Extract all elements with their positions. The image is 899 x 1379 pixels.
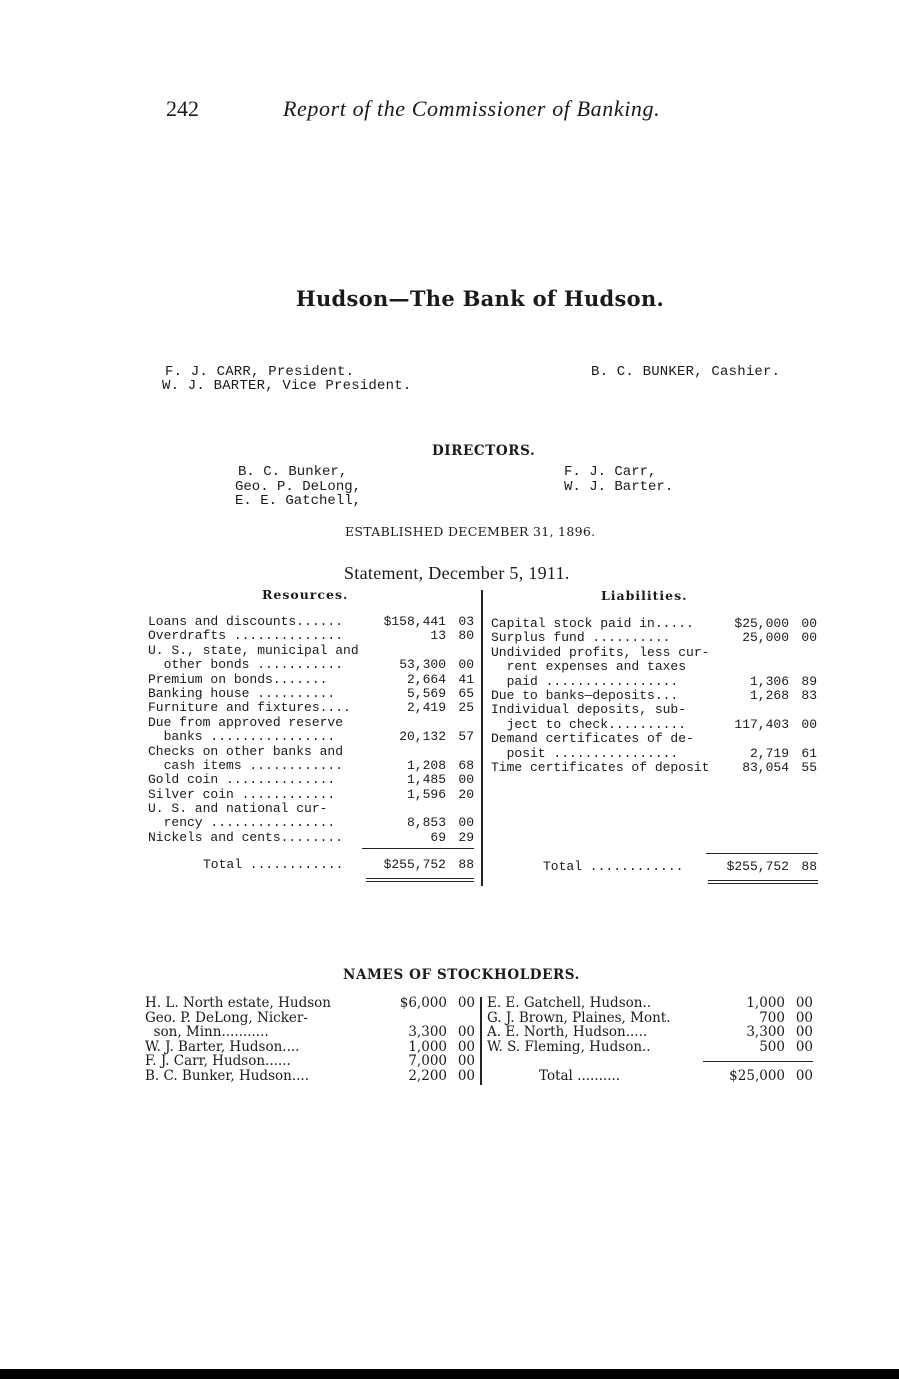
- table-row: [145, 1054, 475, 1069]
- row-amount: 117,403: [734, 716, 789, 732]
- table-row: [148, 745, 474, 759]
- row-label: rency ................: [148, 815, 336, 831]
- row-cents: 03: [458, 614, 474, 629]
- table-row: [491, 689, 817, 703]
- table-row: [487, 1011, 813, 1026]
- director-name: E. E. Gatchell,: [235, 493, 362, 509]
- row-amount: 3,300: [408, 1024, 447, 1041]
- scan-edge-bar: [0, 1369, 899, 1379]
- row-label: son, Minn...........: [145, 1024, 269, 1041]
- row-cents: 00: [458, 657, 474, 673]
- table-row: [491, 761, 817, 775]
- table-row: [491, 660, 817, 674]
- resources-table: [148, 615, 474, 845]
- row-amount: 3,300: [746, 1024, 785, 1041]
- resources-subtotal-rule: [362, 848, 474, 849]
- directors-heading: DIRECTORS.: [432, 443, 536, 459]
- row-cents: 41: [458, 671, 474, 687]
- total-label: Total ..........: [539, 1068, 621, 1084]
- officer-vice-president: W. J. BARTER, Vice President.: [162, 378, 412, 394]
- stockholders-divider: [480, 997, 482, 1085]
- row-amount: 1,485: [406, 772, 446, 788]
- table-row: [145, 1040, 475, 1055]
- table-row: [148, 831, 474, 845]
- table-row: [148, 644, 474, 658]
- row-amount: 5,569: [406, 685, 446, 701]
- row-label: banks ................: [148, 729, 336, 745]
- row-label: Banking house ..........: [148, 685, 336, 701]
- table-row: [145, 1011, 475, 1026]
- table-row: [145, 1069, 475, 1084]
- established-date: ESTABLISHED DECEMBER 31, 1896.: [345, 524, 596, 539]
- table-row: [491, 646, 817, 660]
- officer-cashier: B. C. BUNKER, Cashier.: [591, 364, 781, 380]
- row-amount: 8,853: [406, 815, 446, 831]
- table-row: [145, 996, 475, 1011]
- row-label: Nickels and cents........: [148, 829, 344, 845]
- directors-left-list: [235, 465, 361, 509]
- row-label: B. C. Bunker, Hudson....: [145, 1067, 309, 1084]
- row-amount: 69: [430, 829, 446, 845]
- row-label: Overdrafts ..............: [148, 628, 344, 644]
- row-label: posit ................: [491, 745, 679, 761]
- liabilities-subtotal-rule: [706, 853, 818, 854]
- row-amount: 2,664: [406, 671, 446, 687]
- row-label: Geo. P. DeLong, Nicker-: [145, 1009, 308, 1026]
- row-label: Surplus fund ..........: [491, 630, 671, 646]
- table-row: [491, 617, 817, 631]
- row-cents: 57: [458, 729, 474, 745]
- total-label: Total ............: [543, 859, 684, 874]
- director-name: Geo. P. DeLong,: [235, 478, 362, 495]
- row-amount: 1,000: [746, 995, 785, 1011]
- stockholders-heading: NAMES OF STOCKHOLDERS.: [343, 967, 580, 983]
- row-label: Gold coin ..............: [148, 772, 336, 788]
- liabilities-total: [491, 860, 817, 874]
- table-row: [491, 732, 817, 746]
- row-cents: 00: [457, 1053, 475, 1070]
- table-row: [148, 716, 474, 730]
- row-label: other bonds ...........: [148, 657, 344, 673]
- row-cents: 00: [801, 616, 817, 631]
- row-cents: 00: [457, 1067, 475, 1084]
- row-label: rent expenses and taxes: [491, 659, 687, 675]
- row-cents: 00: [457, 1038, 475, 1055]
- row-cents: 00: [795, 1038, 813, 1055]
- row-cents: 80: [458, 628, 474, 644]
- total-amount: $255,752: [726, 859, 789, 874]
- table-row: [148, 730, 474, 744]
- table-row: [148, 802, 474, 816]
- row-cents: 65: [458, 685, 474, 701]
- row-label: W. S. Fleming, Hudson..: [487, 1038, 651, 1055]
- statement-title: Statement, December 5, 1911.: [344, 563, 570, 583]
- liabilities-heading: Liabilities.: [601, 588, 688, 603]
- table-row: [148, 673, 474, 687]
- row-label: cash items ............: [148, 757, 344, 773]
- row-label: Checks on other banks and: [148, 743, 344, 759]
- row-label: F. J. Carr, Hudson......: [145, 1053, 291, 1070]
- row-cents: 89: [801, 673, 817, 689]
- row-cents: 61: [801, 745, 817, 761]
- row-amount: 1,268: [749, 687, 789, 703]
- table-row: [491, 718, 817, 732]
- row-amount: 83,054: [742, 759, 789, 775]
- table-row: [491, 747, 817, 761]
- stockholders-left-table: [145, 996, 475, 1084]
- liabilities-total-double-rule: [708, 880, 818, 881]
- table-row: [148, 629, 474, 643]
- column-divider: [481, 590, 483, 886]
- row-cents: 00: [458, 772, 474, 788]
- row-label: A. E. North, Hudson.....: [487, 1024, 648, 1041]
- total-cents: 88: [801, 859, 817, 874]
- officer-president: F. J. CARR, President.: [165, 364, 355, 380]
- liabilities-total-double-rule: [708, 883, 818, 884]
- bank-title: Hudson—The Bank of Hudson.: [295, 286, 665, 311]
- row-amount: 1,596: [406, 786, 446, 802]
- row-amount: 2,200: [408, 1067, 447, 1084]
- row-label: H. L. North estate, Hudson: [145, 995, 331, 1011]
- row-cents: 00: [457, 1024, 475, 1041]
- row-cents: 68: [458, 757, 474, 773]
- stockholders-right-table: [487, 996, 813, 1054]
- row-amount: 700: [759, 1009, 785, 1026]
- table-row: [491, 703, 817, 717]
- row-cents: 20: [458, 786, 474, 802]
- total-amount: $25,000: [729, 1068, 785, 1084]
- resources-heading: Resources.: [262, 587, 349, 602]
- row-cents: 29: [458, 829, 474, 845]
- table-row: [148, 816, 474, 830]
- row-cents: 83: [801, 687, 817, 703]
- table-row: [491, 675, 817, 689]
- row-amount: 1,306: [749, 673, 789, 689]
- table-row: [491, 631, 817, 645]
- row-label: Premium on bonds.......: [148, 671, 328, 687]
- table-row: [148, 773, 474, 787]
- row-label: paid .................: [491, 673, 679, 689]
- row-amount: 25,000: [742, 630, 789, 646]
- total-amount: $255,752: [383, 857, 446, 872]
- row-cents: 00: [457, 995, 475, 1011]
- director-name: F. J. Carr,: [564, 464, 657, 480]
- table-row: [148, 759, 474, 773]
- total-cents: 88: [458, 857, 474, 872]
- stockholders-total-rule: [703, 1061, 813, 1062]
- total-row: [487, 1069, 813, 1084]
- row-cents: 55: [801, 759, 817, 775]
- resources-total-double-rule: [366, 878, 474, 879]
- table-row: [487, 996, 813, 1011]
- running-title: Report of the Commissioner of Banking.: [283, 96, 661, 121]
- row-amount: 1,000: [408, 1038, 447, 1055]
- row-amount: $158,441: [383, 614, 446, 629]
- row-label: Silver coin ............: [148, 786, 336, 802]
- table-row: [148, 658, 474, 672]
- row-label: U. S. and national cur-: [148, 801, 328, 817]
- row-cents: 25: [458, 700, 474, 716]
- total-label: Total ............: [203, 857, 344, 872]
- table-row: [148, 687, 474, 701]
- directors-right-list: [564, 465, 673, 494]
- row-cents: 00: [801, 716, 817, 732]
- row-label: Undivided profits, less cur-: [491, 644, 710, 660]
- row-label: U. S., state, municipal and: [148, 642, 359, 658]
- row-cents: 00: [795, 1009, 813, 1026]
- total-cents: 00: [795, 1068, 813, 1084]
- row-amount: 13: [430, 628, 446, 644]
- director-name: W. J. Barter.: [564, 478, 674, 495]
- row-label: W. J. Barter, Hudson....: [145, 1038, 300, 1055]
- row-amount: 2,419: [406, 700, 446, 716]
- row-label: Time certificates of deposit: [491, 759, 710, 775]
- row-amount: 7,000: [408, 1053, 447, 1070]
- row-cents: 00: [801, 630, 817, 646]
- row-amount: 53,300: [399, 657, 446, 673]
- row-cents: 00: [795, 995, 813, 1011]
- row-amount: 1,208: [406, 757, 446, 773]
- director-name: B. C. Bunker,: [238, 464, 348, 480]
- row-label: Due from approved reserve: [148, 714, 344, 730]
- row-label: E. E. Gatchell, Hudson..: [487, 995, 652, 1011]
- row-amount: 500: [759, 1038, 785, 1055]
- row-amount: 20,132: [399, 729, 446, 745]
- table-row: [487, 1025, 813, 1040]
- row-label: G. J. Brown, Plaines, Mont.: [487, 1009, 671, 1026]
- row-cents: 00: [458, 815, 474, 831]
- row-label: Loans and discounts......: [148, 614, 344, 629]
- row-label: Individual deposits, sub-: [491, 702, 687, 718]
- row-cents: 00: [795, 1024, 813, 1041]
- table-row: [145, 1025, 475, 1040]
- table-row: [148, 615, 474, 629]
- total-row: [491, 860, 817, 874]
- total-row: [148, 858, 474, 872]
- row-amount: $6,000: [399, 995, 447, 1011]
- row-label: Demand certificates of de-: [491, 731, 694, 747]
- row-label: Due to banks—deposits...: [491, 687, 679, 703]
- row-label: Furniture and fixtures....: [148, 700, 351, 716]
- stockholders-total: [487, 1069, 813, 1084]
- resources-total: [148, 858, 474, 872]
- page-number: 242: [166, 96, 199, 121]
- row-amount: 2,719: [749, 745, 789, 761]
- resources-total-double-rule: [366, 881, 474, 882]
- table-row: [148, 701, 474, 715]
- table-row: [487, 1040, 813, 1055]
- table-row: [148, 788, 474, 802]
- liabilities-table: [491, 617, 817, 775]
- row-label: Capital stock paid in.....: [491, 616, 694, 631]
- row-label: ject to check..........: [491, 716, 687, 732]
- row-amount: $25,000: [734, 616, 789, 631]
